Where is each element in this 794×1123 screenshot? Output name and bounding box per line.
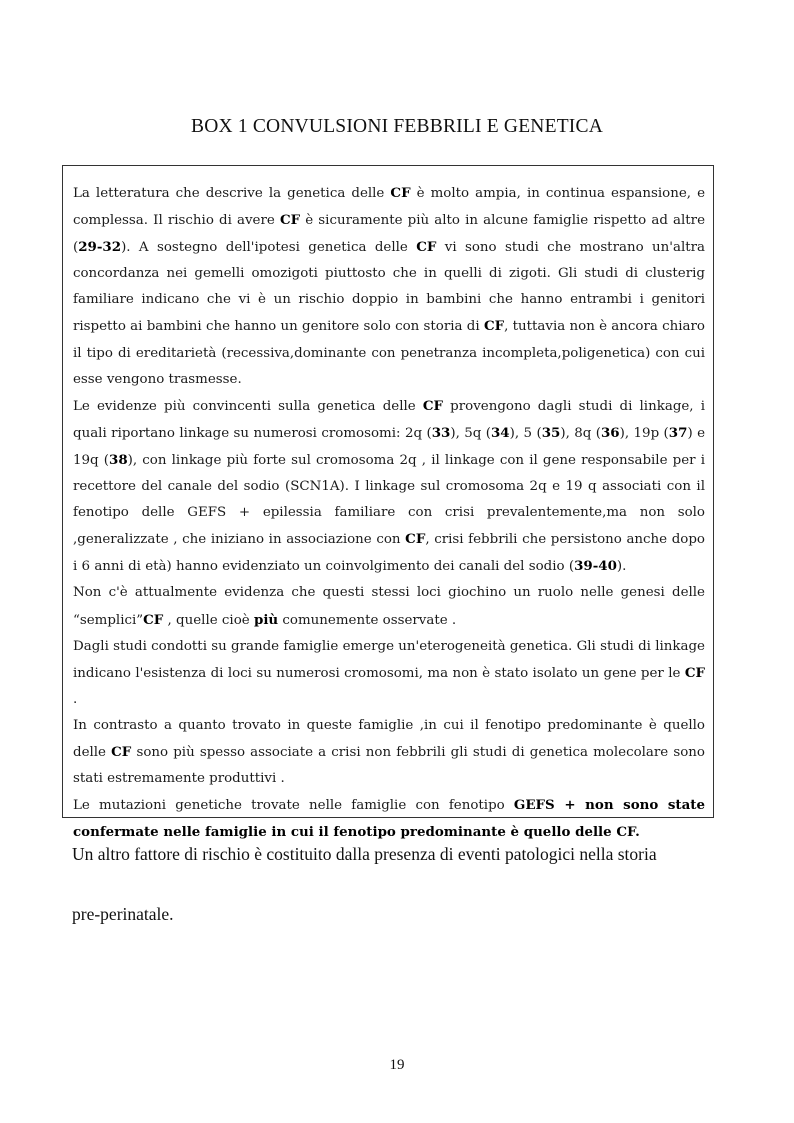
text-run: , quelle cioè [163, 612, 254, 628]
text-run: , tuttavia non è ancora chiaro il tipo di ereditarietà (recessiva,dominante con penetranza incompleta,poligenetica) con cui esse vengono trasmesse. [73, 319, 705, 387]
text-run: comunemente osservate . [278, 612, 457, 628]
box-paragraph-2 [73, 393, 705, 581]
text-run: ), 19p ( [619, 425, 669, 441]
box-paragraph-5 [73, 713, 705, 792]
bold-text-run: CF [405, 531, 426, 548]
bold-text-run: 39-40 [574, 558, 617, 575]
box-paragraph-6 [73, 792, 705, 846]
text-run: è sicuramente più alto in alcune famiglie rispetto ad altre ( [73, 213, 705, 256]
text-run: Le mutazioni genetiche trovate nelle famiglie con fenotipo [73, 798, 514, 814]
box-title: BOX 1 CONVULSIONI FEBBRILI E GENETICA [190, 116, 603, 137]
bold-text-run: CF [143, 611, 164, 628]
bold-text-run: 34 [490, 424, 510, 441]
genetics-info-box [62, 165, 714, 841]
text-run: ), 5q ( [450, 425, 491, 441]
text-run: Le evidenze più convincenti sulla genetica delle [73, 398, 423, 414]
bold-text-run: CF [483, 318, 505, 335]
bold-text-run: 37 [668, 424, 688, 441]
bold-text-run: 38 [109, 451, 128, 468]
text-run: Non c'è attualmente evidenza che questi stessi loci giochino un ruolo nelle genesi delle “semplici” [73, 585, 705, 628]
text-run: sono più spesso associate a crisi non febbrili gli studi di genetica molecolare sono stati estremamente produttivi . [73, 744, 705, 787]
bold-text-run: CF [390, 185, 411, 201]
text-run: , crisi febbrili che persistono anche dopo i 6 anni di età) hanno evidenziato un coinvolgimento dei canali del sodio ( [73, 532, 705, 575]
box-paragraph-1 [73, 180, 705, 393]
text-run: vi sono studi che mostrano un'altra concordanza nei gemelli omozigoti piuttosto che in quelli di zigoti. Gli studi di clusterig familiare indicano che vi è un rischio doppio in bambini che hanno entrambi i genitori rispetto ai bambini che hanno un genitore solo con storia di [73, 240, 705, 335]
box-paragraph-4 [73, 634, 705, 713]
text-run: ) e 19q ( [73, 425, 706, 468]
bold-text-run: CF [684, 664, 705, 681]
page-number: 19 [389, 1057, 405, 1073]
text-run: è molto ampia, in continua espansione, e complessa. Il rischio di avere [73, 186, 705, 229]
box-paragraph-3 [73, 580, 705, 633]
bold-text-run: CF [111, 743, 132, 760]
text-run: ), con linkage più forte sul cromosoma 2q , il linkage con il gene responsabile per i recettore del canale del sodio (SCN1A). I linkage sul cromosoma 2q e 19 q associati con il fenotipo delle GEFS + epilessia familiare con crisi prevalentemente,ma non solo ,generalizzate , che iniziano in associazione con [73, 452, 705, 548]
body-text-line-2: pre-perinatale. [72, 904, 174, 924]
text-run: ), 5 ( [509, 425, 542, 441]
text-run: Dagli studi condotti su grande famiglie emerge un'eterogeneità genetica. Gli studi di linkage indicano l'esistenza di loci su numerosi cromosomi, ma non è stato isolato un gene per le [73, 638, 705, 681]
bold-text-run: 35 [541, 424, 561, 441]
text-run: . [73, 691, 78, 707]
text-run: La letteratura che descrive la genetica delle [73, 186, 391, 201]
bold-text-run: 29-32 [78, 239, 122, 256]
bold-text-run: più [253, 611, 279, 628]
text-run: ), 8q ( [560, 425, 601, 441]
body-text-line-1: Un altro fattore di rischio è costituito dalla presenza di eventi patologici nella storia [72, 844, 657, 864]
bold-text-run: 33 [431, 424, 451, 441]
text-run: In contrasto a quanto trovato in queste famiglie ,in cui il fenotipo predominante è quello delle [73, 717, 705, 760]
text-run: ). A sostegno dell'ipotesi genetica delle [121, 240, 417, 256]
bold-text-run: GEFS + non sono state confermate nelle famiglie in cui il fenotipo predominante è quello delle CF. [73, 797, 705, 841]
bold-text-run: CF [422, 397, 444, 414]
bold-text-run: 36 [600, 424, 620, 441]
text-run: ). [616, 559, 627, 575]
text-run: provengono dagli studi di linkage, i quali riportano linkage su numerosi cromosomi: 2q ( [73, 398, 706, 441]
bold-text-run: CF [279, 212, 301, 229]
bold-text-run: CF [416, 239, 437, 256]
